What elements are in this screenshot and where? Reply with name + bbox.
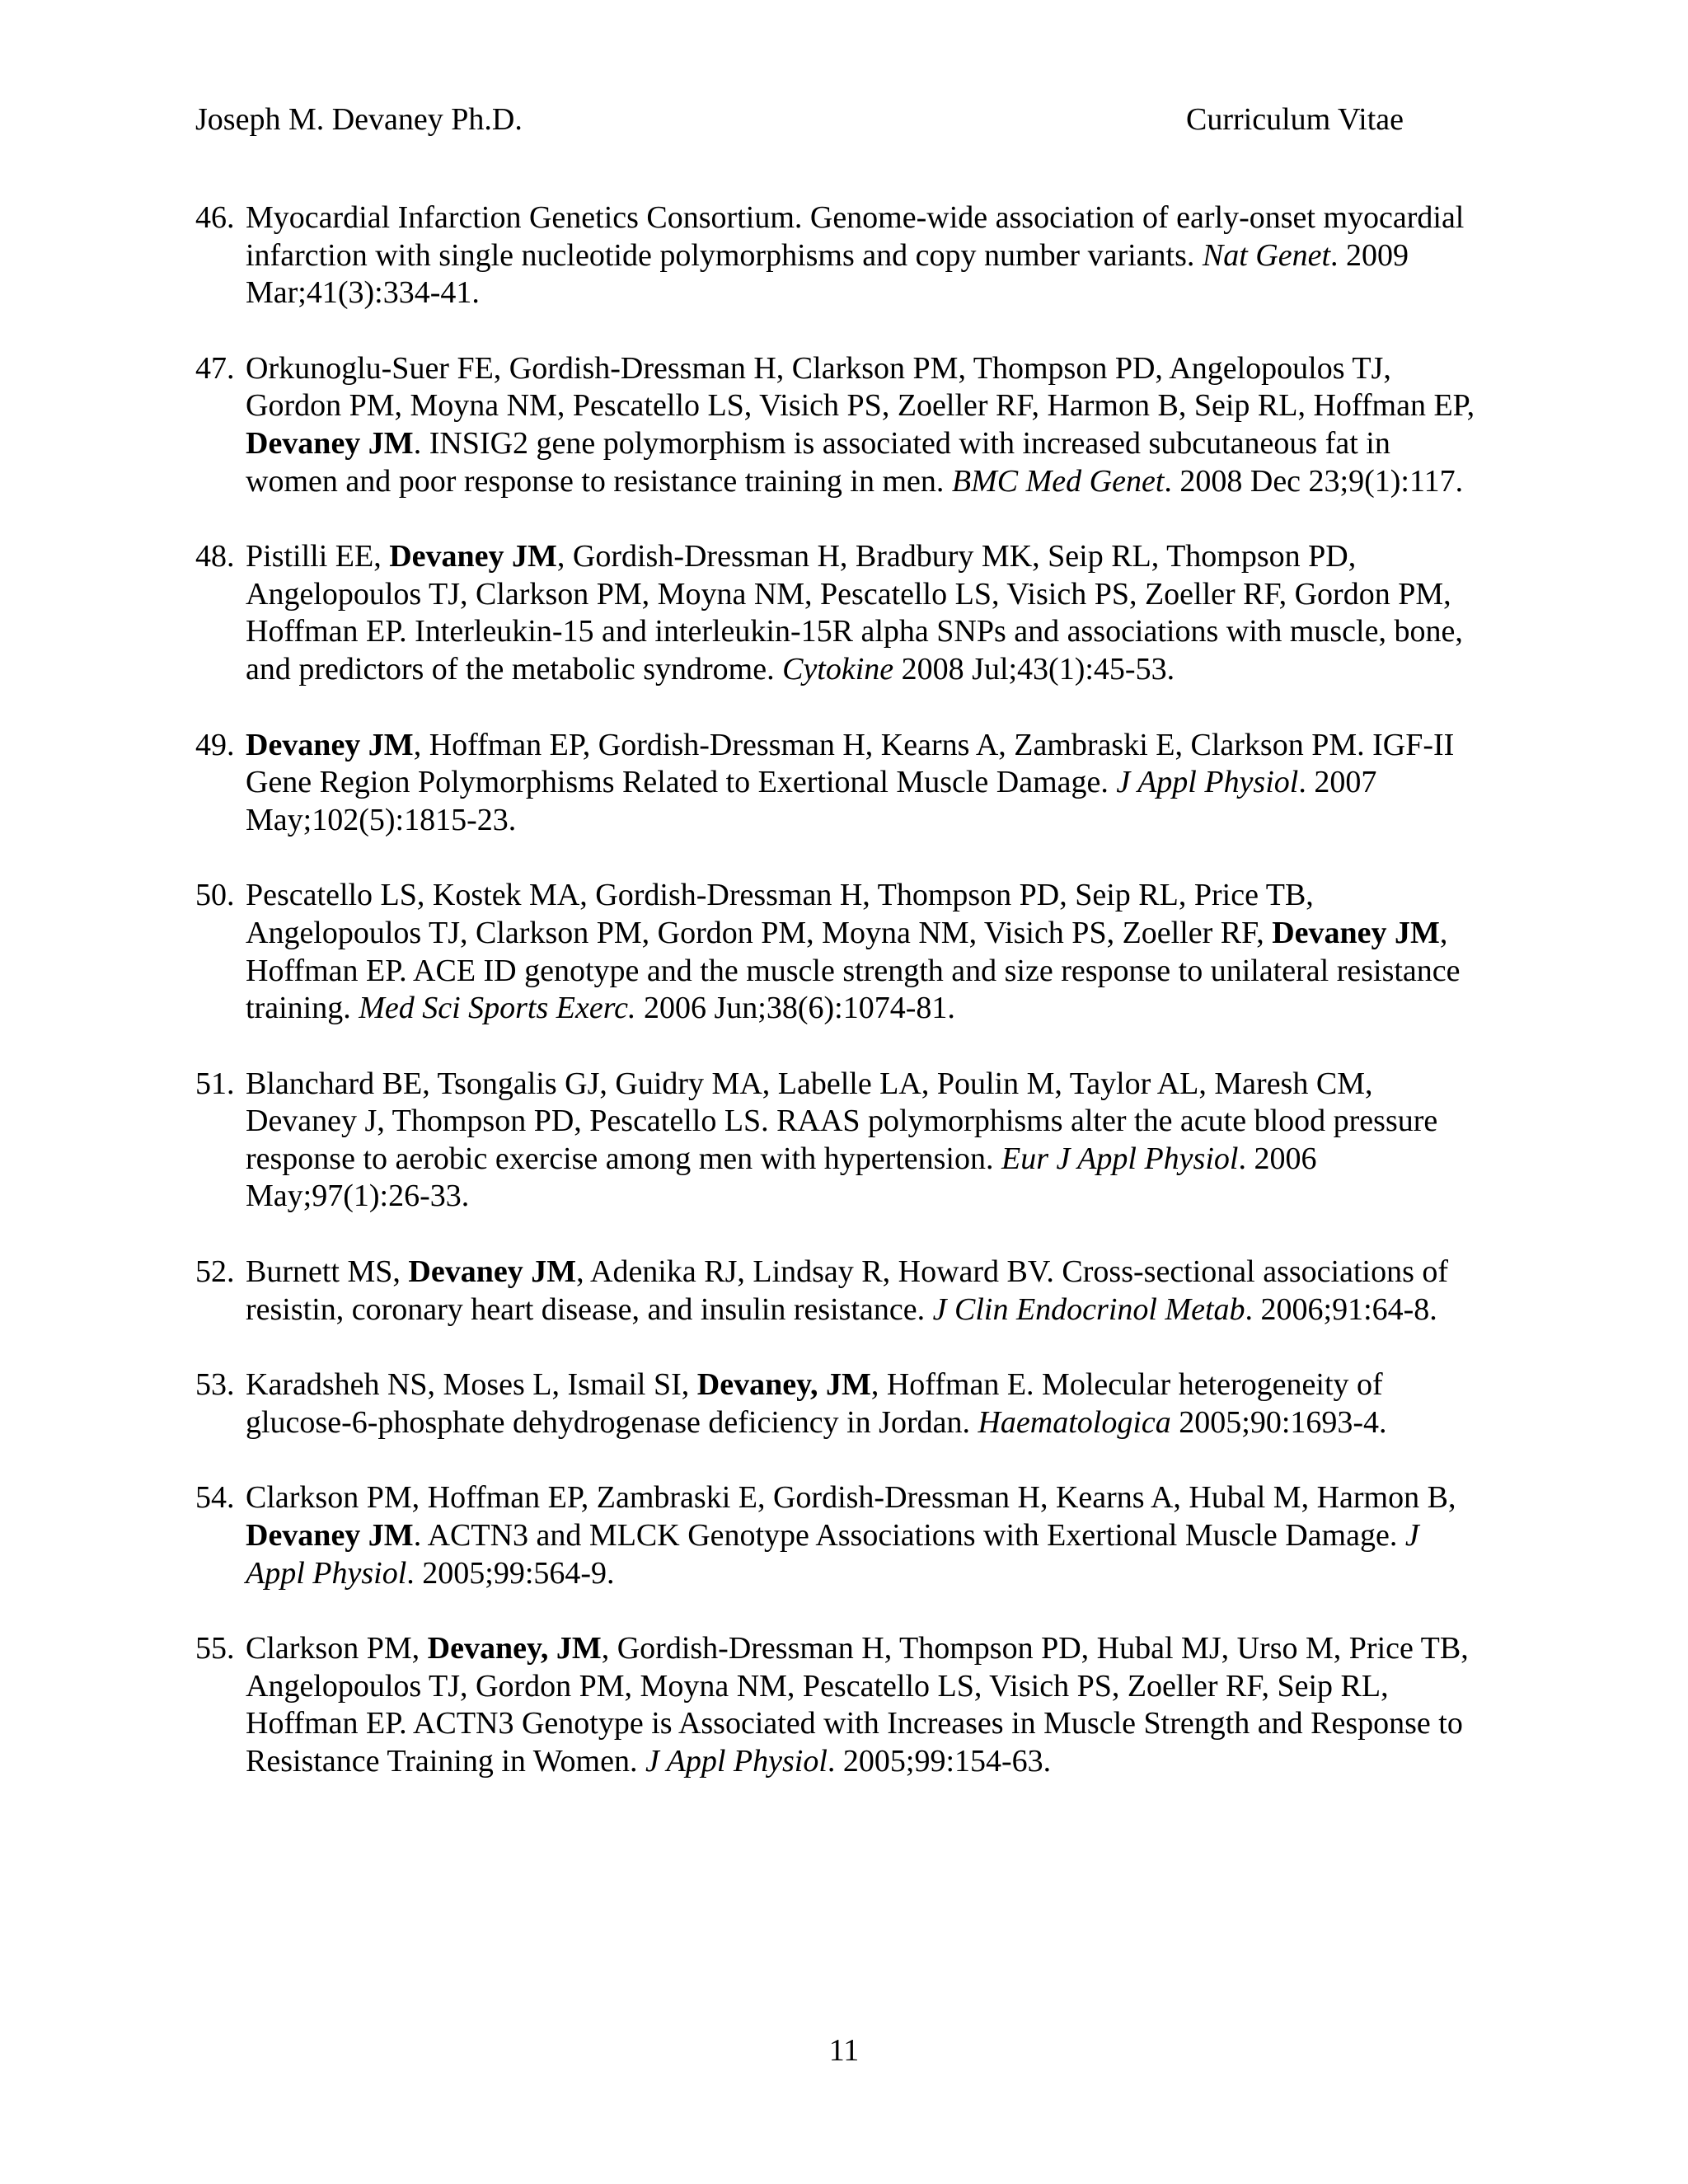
highlighted-author: Devaney JM (389, 539, 557, 574)
reference-item (195, 1366, 1481, 1441)
reference-number: 49. (195, 727, 235, 762)
journal-name: J Appl Physiol (1116, 765, 1299, 800)
reference-number: 51. (195, 1066, 235, 1101)
reference-item (195, 350, 1481, 500)
journal-name: Cytokine (782, 651, 894, 687)
reference-text (246, 1066, 1437, 1214)
reference-item (195, 877, 1481, 1027)
citation-text: . 2007 May;102(5):1815-23. (246, 765, 1377, 837)
highlighted-author: Devaney JM (246, 425, 414, 461)
citation-text: Burnett MS, (246, 1254, 409, 1290)
journal-name: Med Sci Sports Exerc. (359, 991, 636, 1026)
reference-text (246, 1254, 1448, 1327)
journal-name: J Clin Endocrinol Metab (932, 1291, 1245, 1327)
journal-name: Eur J Appl Physiol (1001, 1141, 1239, 1176)
reference-text (246, 1631, 1469, 1779)
reference-item (195, 727, 1481, 840)
citation-text: Pescatello LS, Kostek MA, Gordish-Dressman H, Thompson PD, Seip RL, Price TB, Angelopoulos TJ, Clarkson PM, Gordon PM, Moyna NM, Visich PS, Zoeller RF, (246, 878, 1314, 950)
citation-text: , Adenika RJ, Lindsay R, Howard BV. Cross-sectional associations of resistin, coronary heart disease, and insulin resistance. (246, 1254, 1449, 1327)
citation-text: . 2005;99:154-63. (827, 1744, 1052, 1779)
highlighted-author: Devaney JM (246, 1518, 414, 1554)
reference-number: 54. (195, 1480, 235, 1516)
reference-number: 53. (195, 1367, 235, 1403)
citation-text: 2008 Jul;43(1):45-53. (893, 651, 1175, 687)
citation-text: . INSIG2 gene polymorphism is associated with increased subcutaneous fat in women and poor response to resistance training in men. (246, 425, 1390, 499)
page-number: 11 (828, 2033, 860, 2068)
citation-text: . ACTN3 and MLCK Genotype Associations with Exertional Muscle Damage. (413, 1518, 1405, 1554)
citation-text: 2006 Jun;38(6):1074-81. (635, 991, 955, 1026)
citation-text: . 2009 Mar;41(3):334-41. (246, 237, 1409, 311)
citation-text: , Gordish-Dressman H, Bradbury MK, Seip RL, Thompson PD, Angelopoulos TJ, Clarkson PM, Moyna NM, Pescatello LS, Visich PS, Zoeller RF, Gordon PM, Hoffman EP. Interleukin-15 and interleukin-15R alpha SNPs and associations with muscle, bone, and predictors of the metabolic syndrome. (246, 539, 1463, 687)
reference-number: 48. (195, 539, 235, 574)
citation-text: , Gordish-Dressman H, Thompson PD, Hubal MJ, Urso M, Price TB, Angelopoulos TJ, Gordon PM, Moyna NM, Pescatello LS, Visich PS, Zoeller RF, Seip RL, Hoffman EP. ACTN3 Genotype is Associated with Increases in Muscle Strength and Response to Resistance Training in Women. (246, 1631, 1469, 1779)
header-author: Joseph M. Devaney Ph.D. (195, 102, 523, 137)
highlighted-author: Devaney, JM (696, 1367, 871, 1403)
citation-text: Pistilli EE, (246, 539, 390, 574)
reference-text (246, 200, 1464, 310)
citation-text: Clarkson PM, (246, 1631, 428, 1666)
citation-text: . 2006 May;97(1):26-33. (246, 1141, 1317, 1214)
reference-item (195, 1066, 1481, 1216)
highlighted-author: Devaney, JM (427, 1631, 602, 1666)
reference-text (246, 539, 1463, 687)
reference-item (195, 199, 1481, 312)
header-document-type: Curriculum Vitae (1185, 102, 1404, 137)
citation-text: . 2008 Dec 23;9(1):117. (1164, 463, 1464, 499)
citation-text: , Hoffman E. Molecular heterogeneity of glucose-6-phosphate dehydrogenase deficiency in Jordan. (246, 1367, 1383, 1440)
reference-text (246, 351, 1475, 499)
citation-text: 2005;90:1693-4. (1170, 1404, 1387, 1440)
citation-text: Karadsheh NS, Moses L, Ismail SI, (246, 1367, 697, 1403)
journal-name: J Appl Physiol (246, 1518, 1419, 1591)
citation-text: Clarkson PM, Hoffman EP, Zambraski E, Gordish-Dressman H, Kearns A, Hubal M, Harmon B, (246, 1480, 1456, 1516)
reference-number: 46. (195, 200, 235, 235)
reference-number: 47. (195, 350, 235, 386)
journal-name: J Appl Physiol (645, 1744, 828, 1779)
citation-text: , Hoffman EP, Gordish-Dressman H, Kearns A, Zambraski E, Clarkson PM. IGF-II Gene Region Polymorphisms Related to Exertional Muscle Damage. (246, 727, 1455, 800)
citation-text: . 2005;99:564-9. (406, 1555, 615, 1591)
reference-item (195, 1630, 1481, 1780)
reference-text (246, 878, 1461, 1025)
reference-item (195, 1254, 1481, 1329)
reference-text (246, 728, 1454, 837)
reference-number: 52. (195, 1254, 235, 1290)
citation-text: Blanchard BE, Tsongalis GJ, Guidry MA, Labelle LA, Poulin M, Taylor AL, Maresh CM, Devaney J, Thompson PD, Pescatello LS. RAAS polymorphisms alter the acute blood pressure response to aerobic exercise among men with hypertension. (246, 1066, 1438, 1176)
reference-number: 50. (195, 878, 235, 913)
highlighted-author: Devaney JM (1272, 915, 1440, 950)
reference-text (246, 1367, 1387, 1440)
journal-name: BMC Med Genet (951, 463, 1165, 499)
reference-text (246, 1480, 1456, 1590)
reference-number: 55. (195, 1631, 235, 1666)
citation-text: , Hoffman EP. ACE ID genotype and the muscle strength and size response to unilateral resistance training. (246, 915, 1461, 1026)
reference-list (195, 199, 1481, 1819)
journal-name: Haematologica (978, 1404, 1171, 1440)
highlighted-author: Devaney JM (408, 1254, 577, 1290)
journal-name: Nat Genet (1202, 237, 1331, 273)
citation-text: Orkunoglu-Suer FE, Gordish-Dressman H, Clarkson PM, Thompson PD, Angelopoulos TJ, Gordon PM, Moyna NM, Pescatello LS, Visich PS, Zoeller RF, Harmon B, Seip RL, Hoffman EP, (246, 350, 1475, 424)
highlighted-author: Devaney JM (246, 727, 414, 762)
citation-text: Myocardial Infarction Genetics Consortium. Genome-wide association of early-onset myocardial infarction with single nucleotide polymorphisms and copy number variants. (246, 200, 1465, 273)
citation-text: . 2006;91:64-8. (1245, 1291, 1437, 1327)
reference-item (195, 538, 1481, 688)
reference-item (195, 1479, 1481, 1592)
